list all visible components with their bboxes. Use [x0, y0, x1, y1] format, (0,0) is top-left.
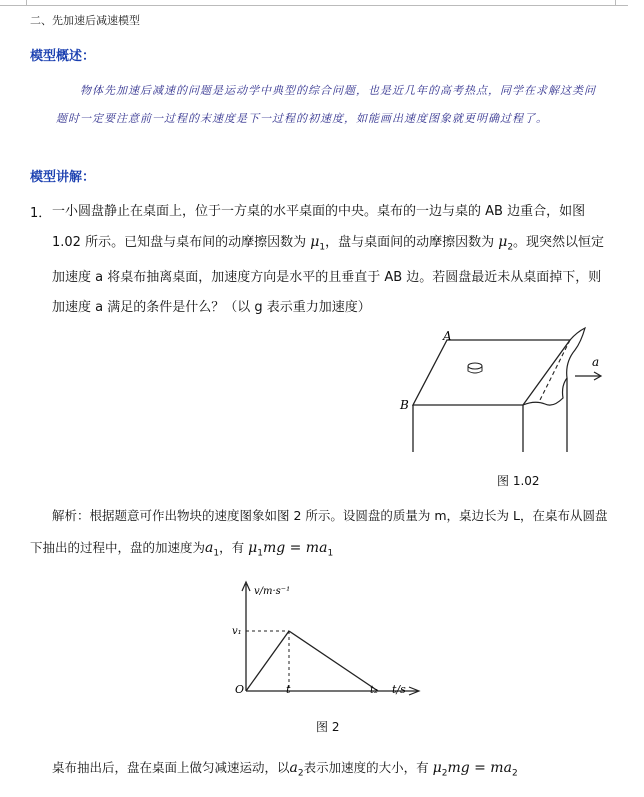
a2-subscript: 2 — [297, 768, 304, 779]
origin-label: O — [235, 683, 245, 696]
velocity-segment — [289, 631, 378, 691]
analysis-paragraph — [30, 500, 615, 570]
eq2-rest: mg = ma — [447, 760, 512, 776]
eq1-mu-subscript: 1 — [257, 548, 263, 559]
section-title: 二、先加速后减速模型 — [30, 14, 140, 27]
eq1-rest: mg = ma — [262, 540, 328, 556]
analysis-text: ，有 — [219, 540, 249, 555]
a1-subscript: 1 — [213, 548, 220, 559]
eq2-rest-subscript: 2 — [511, 768, 518, 779]
mu2-subscript: 2 — [507, 242, 514, 253]
figure1-caption: 图 1.02 — [497, 474, 540, 488]
velocity-time-graph — [228, 578, 428, 700]
x-axis-label: t/s — [392, 683, 406, 696]
question-part: ，盘与桌面间的动摩擦因数为 — [325, 235, 499, 250]
figure2-caption: 图 2 — [316, 720, 340, 734]
question-part: 。现突然以恒定加速度 a 将桌布抽离桌面，加速度方向是水平的且垂直于 AB 边。若圆盘最近未从桌面掉下，则加速度 a 满足的条件是什么？（以 g 表示重力加速度） — [52, 235, 605, 315]
label-B: B — [400, 398, 409, 412]
header-rule-mark — [26, 0, 27, 6]
bottom-text: 表示加速度的大小，有 — [303, 760, 433, 775]
y-axis-label: v/m·s⁻¹ — [254, 586, 291, 597]
eq2-mu-subscript: 2 — [441, 768, 448, 779]
label-A: A — [443, 329, 452, 343]
disc-top — [468, 363, 482, 369]
eq1-mu: μ — [248, 540, 258, 556]
table-legs — [413, 405, 523, 452]
question-part: 一小圆盘静止在桌面上，位于一方桌的水平桌面的中央。桌布的一边与桌的 AB 边重合，如图 1.02 所示。已知盘与桌布间的动摩擦因数为 — [52, 204, 586, 250]
overview-heading: 模型概述： — [30, 49, 96, 64]
lecture-heading: 模型讲解： — [30, 170, 96, 185]
hidden-table-edge — [540, 340, 570, 400]
v1-tick-label: v₁ — [232, 626, 242, 637]
bottom-text: 桌布抽出后，盘在桌面上做匀减速运动，以 — [52, 760, 290, 775]
eq2-mu: μ — [432, 760, 442, 776]
t2-tick-label: t₂ — [370, 685, 379, 696]
mu1-symbol: μ — [310, 234, 320, 250]
table-figure — [395, 320, 615, 460]
t-tick-label: t — [286, 683, 291, 696]
eq1-rest-subscript: 1 — [327, 548, 334, 559]
a1-symbol: a — [205, 540, 214, 556]
label-a: a — [592, 355, 600, 369]
overview-paragraph: 物体先加速后减速的问题是运动学中典型的综合问题，也是近几年的高考热点，同学在求解这类问题时一定要注意前一过程的末速度是下一过程的初速度，如能画出速度图象就更明确过程了。 — [56, 84, 596, 125]
question-text — [52, 197, 612, 323]
mu1-subscript: 1 — [319, 242, 326, 253]
analysis-text: 解析：根据题意可作出物块的速度图象如图 2 所示。设圆盘的质量为 m，桌边长为 L，在桌布从圆盘下抽出的过程中，盘的加速度为 — [30, 508, 608, 555]
bottom-paragraph — [52, 758, 518, 779]
plot-area — [246, 631, 378, 691]
question-number: 1． — [30, 206, 52, 221]
table-top — [413, 340, 570, 405]
header-rule — [0, 5, 628, 6]
mu2-symbol: μ — [498, 234, 508, 250]
velocity-segment — [246, 631, 289, 691]
header-rule-mark — [615, 0, 616, 6]
a2-symbol: a — [289, 760, 298, 776]
